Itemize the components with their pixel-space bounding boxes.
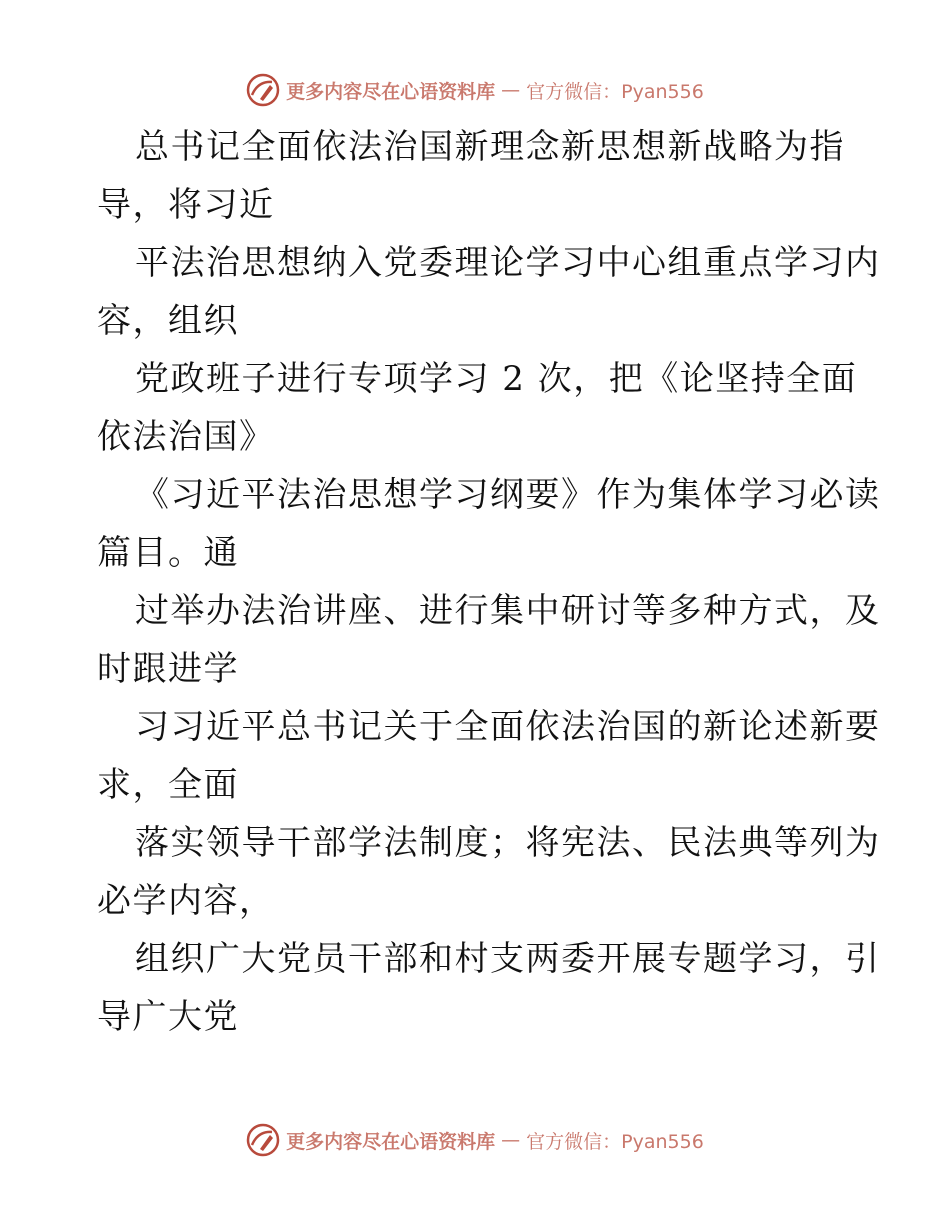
- paragraph: [97, 814, 881, 930]
- page-footer-watermark: [0, 1120, 950, 1160]
- paragraph-first-line: 总书记全面依法治国新理念新思想新战略为指: [135, 127, 845, 167]
- paragraph-first-line: 落实领导干部学法制度；将宪法、民法典等列为: [135, 823, 881, 863]
- watermark-text: 更多内容尽在心语资料库: [286, 80, 496, 103]
- paragraph-continuation: 求，全面: [97, 765, 239, 805]
- paragraph-first-line: 组织广大党员干部和村支两委开展专题学习，引: [135, 939, 881, 979]
- watermark-dash: —: [501, 1129, 521, 1151]
- paragraph: [97, 118, 857, 234]
- paragraph-continuation: 容，组织: [97, 301, 239, 341]
- watermark-text: 更多内容尽在心语资料库: [286, 1130, 496, 1153]
- paragraph-first-line: 《习近平法治思想学习纲要》作为集体学习必读: [135, 475, 881, 515]
- paragraph: [97, 234, 881, 350]
- watermark-contact: 官方微信：Pyan556: [526, 1130, 704, 1153]
- paragraph: [97, 582, 881, 698]
- paragraph: [97, 350, 857, 466]
- document-body: [97, 118, 881, 1046]
- page-header-watermark: [0, 70, 950, 110]
- paragraph-first-line: 习习近平总书记关于全面依法治国的新论述新要: [135, 707, 881, 747]
- paragraph-continuation: 导，将习近: [97, 185, 275, 225]
- watermark-contact: 官方微信：Pyan556: [526, 80, 704, 103]
- paragraph-continuation: 篇目。通: [97, 533, 239, 573]
- pen-logo-icon: [246, 1123, 280, 1157]
- paragraph-continuation: 时跟进学: [97, 649, 239, 689]
- paragraph-continuation: 依法治国》: [97, 417, 275, 457]
- pen-logo-icon: [246, 73, 280, 107]
- watermark-dash: —: [501, 79, 521, 101]
- paragraph-first-line: 过举办法治讲座、进行集中研讨等多种方式，及: [135, 591, 881, 631]
- paragraph-continuation: 必学内容，: [97, 881, 275, 921]
- paragraph: [97, 930, 881, 1046]
- paragraph-first-line: 平法治思想纳入党委理论学习中心组重点学习内: [135, 243, 881, 283]
- paragraph: [97, 698, 881, 814]
- paragraph-first-line: 党政班子进行专项学习 2 次，把《论坚持全面: [135, 359, 858, 399]
- paragraph-continuation: 导广大党: [97, 997, 239, 1037]
- paragraph: [97, 466, 881, 582]
